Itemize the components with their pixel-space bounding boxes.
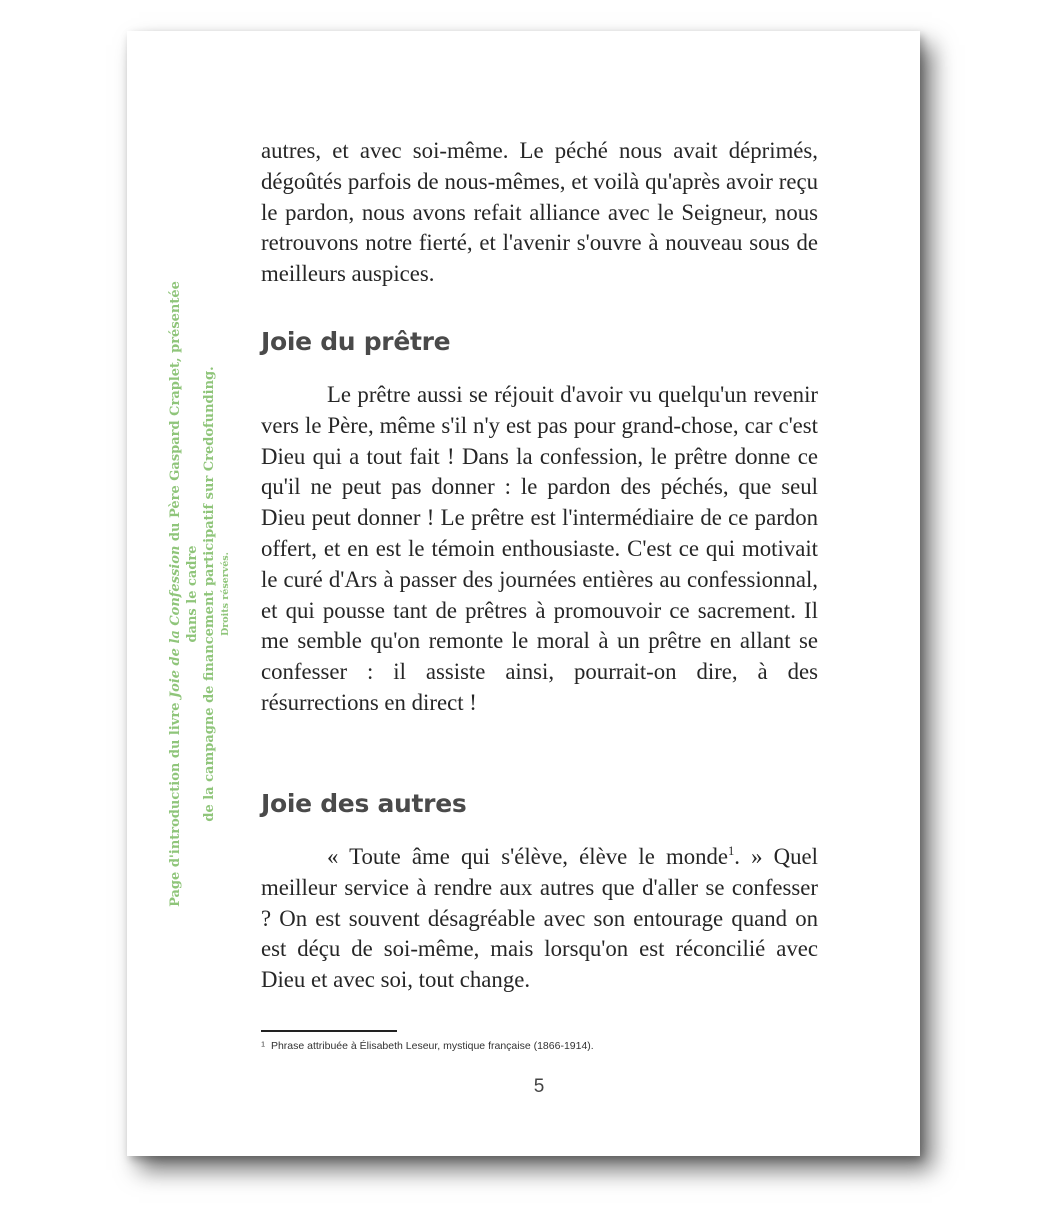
paragraph-autres-rest: . » Quel meilleur service à rendre aux autres que d'aller se confesser ? On est souvent désagréable avec son entourage quand on est déçu de soi-même, mais lorsqu'on est réconcilié avec Dieu et avec soi, tout change. (261, 844, 818, 993)
footnote-marker: 1 (261, 1039, 266, 1049)
side-note-suffix: du Père Gaspard Craplet, présentée dans le cadre (168, 281, 200, 643)
footnote-text: Phrase attribuée à Élisabeth Leseur, mystique française (1866-1914). (270, 1040, 594, 1052)
footnote (261, 1040, 594, 1052)
heading-joie-des-autres: Joie des autres (261, 789, 467, 818)
side-note-prefix: Page d'introduction du livre (168, 698, 183, 907)
side-note-line-1 (167, 270, 201, 918)
footnote-divider (261, 1030, 397, 1032)
book-page (127, 31, 920, 1156)
side-note-line-2: de la campagne de financement participatif sur Credofunding. (202, 366, 217, 822)
book-title: Joie de la Confession (168, 545, 183, 698)
footnote-reference[interactable]: 1 (728, 844, 735, 859)
rights-notice: Droits réservés. (220, 552, 231, 636)
paragraph-top: autres, et avec soi-même. Le péché nous avait déprimés, dégoûtés parfois de nous-mêmes, et voilà qu'après avoir reçu le pardon, nous avons refait alliance avec le Seigneur, nous retrouvons notre fierté, et l'avenir s'ouvre à nouveau sous de meilleurs auspices. (261, 138, 818, 287)
page-number: 5 (533, 1076, 545, 1097)
paragraph-pretre: Le prêtre aussi se réjouit d'avoir vu quelqu'un revenir vers le Père, même s'il n'y est pas pour grand-chose, car c'est Dieu qui a tout fait ! Dans la confession, le prêtre donne ce qu'il ne peut pas donner : le pardon des péchés, que seul Dieu peut donner ! Le prêtre est l'intermédiaire de ce pardon offert, et en est le témoin enthousiaste. C'est ce qui motivait le curé d'Ars à passer des journées entières au confessionnal, et qui pousse tant de prêtres à promouvoir ce sacrement. Il me semble qu'on remonte le moral à un prêtre en allant se confesser : il assiste ainsi, pourrait-on dire, à des résurrections en direct ! (261, 382, 818, 715)
quote-text: « Toute âme qui s'élève, élève le monde (327, 844, 729, 869)
paragraph-autres (261, 842, 818, 996)
heading-joie-du-pretre: Joie du prêtre (261, 327, 451, 356)
side-note (167, 270, 233, 918)
